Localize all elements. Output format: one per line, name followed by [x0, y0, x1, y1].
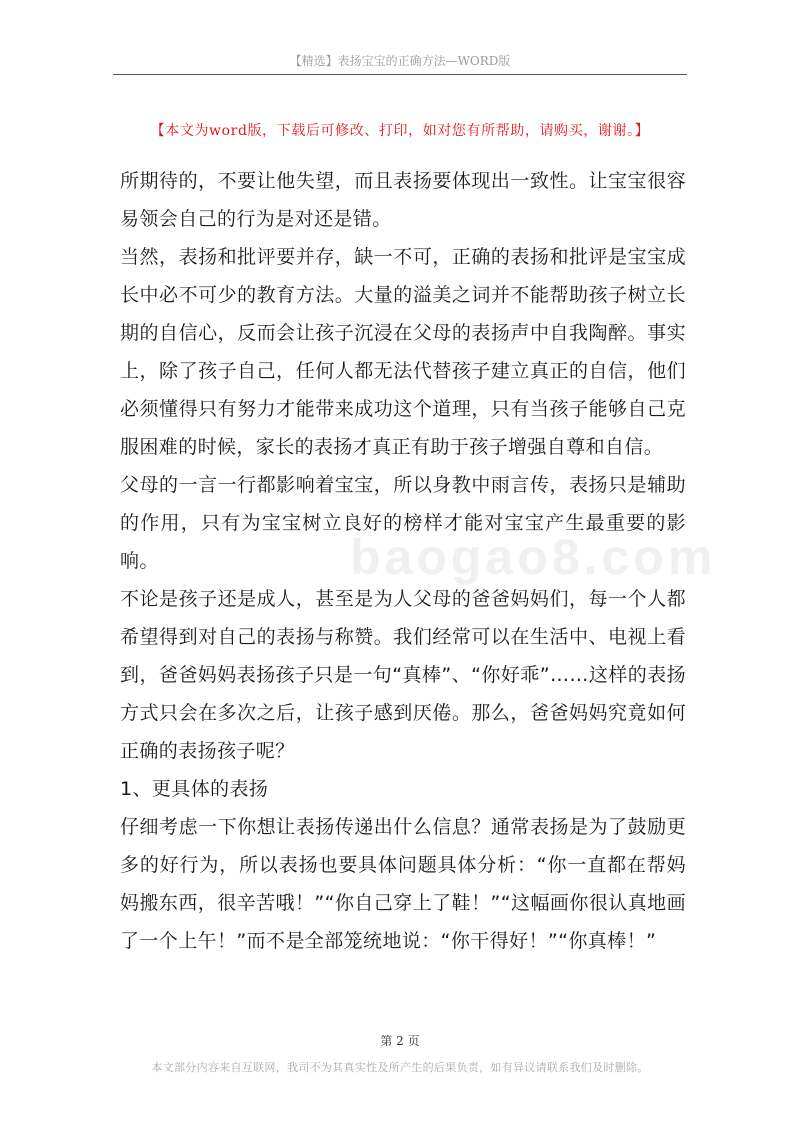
paragraph: 所期待的，不要让他失望，而且表扬要体现出一致性。让宝宝很容易领会自己的行为是对还是错。 — [120, 170, 686, 230]
watermark: baogao8.com — [350, 529, 717, 585]
paragraph: 父母的一言一行都影响着宝宝，所以身教中雨言传，表扬只是辅助的作用，只有为宝宝树立良好的榜样才能对宝宝产生最重要的影响。 — [120, 474, 686, 572]
section-heading: 1、更具体的表扬 — [120, 778, 269, 800]
document-header-title: 【精选】表扬宝宝的正确方法—WORD版 — [289, 54, 511, 68]
paragraph: 仔细考虑一下你想让表扬传递出什么信息？通常表扬是为了鼓励更多的好行为，所以表扬也要具体问题具体分析：“你一直都在帮妈妈搬东西，很辛苦哦！”“你自己穿上了鞋！”“这幅画你很认真地画了一个上午！”而不是全部笼统地说：“你干得好！”“你真棒！” — [120, 816, 686, 952]
paragraph: 不论是孩子还是成人，甚至是为人父母的爸爸妈妈们，每一个人都希望得到对自己的表扬与称赞。我们经常可以在生活中、电视上看到，爸爸妈妈表扬孩子只是一句“真棒”、“你好乖”……这样的表扬方式只会在多次之后，让孩子感到厌倦。那么，爸爸妈妈究竟如何正确的表扬孩子呢？ — [120, 588, 686, 762]
paragraph: 当然，表扬和批评要并存，缺一不可，正确的表扬和批评是宝宝成长中必不可少的教育方法。大量的溢美之词并不能帮助孩子树立长期的自信心，反而会让孩子沉浸在父母的表扬声中自我陶醉。事实上，除了孩子自己，任何人都无法代替孩子建立真正的自信，他们必须懂得只有努力才能带来成功这个道理，只有当孩子能够自己克服困难的时候，家长的表扬才真正有助于孩子增强自尊和自信。 — [120, 246, 686, 458]
header-divider — [113, 74, 687, 75]
footer-disclaimer: 本文部分内容来自互联网，我司不为其真实性及所产生的后果负责，如有异议请联系我们及时删除。 — [151, 1061, 649, 1074]
page-number: 第 2 页 — [380, 1034, 420, 1048]
document-body — [120, 162, 686, 960]
download-notice: 【本文为word版，下载后可修改、打印，如对您有所帮助，请购买，谢谢。】 — [150, 123, 650, 139]
